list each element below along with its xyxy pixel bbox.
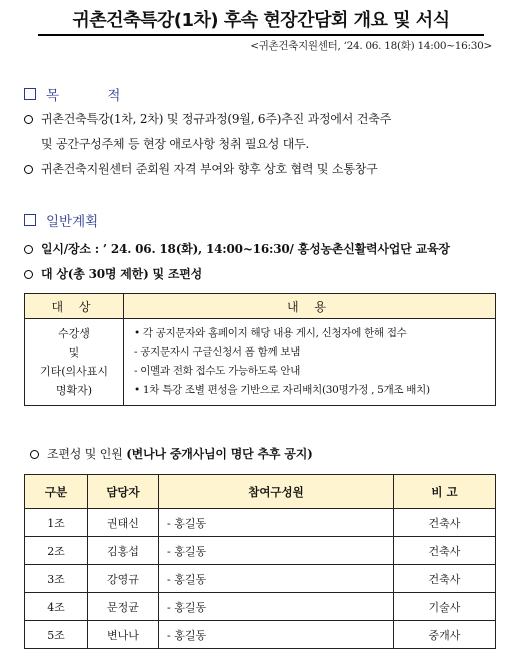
table-row: 4조 문정균 - 홍길동 기술사 (25, 593, 496, 621)
table-header-row (25, 475, 496, 509)
table-row: 2조 김홍섭 - 홍길동 건축사 (25, 537, 496, 565)
table-header: 대 상 (25, 294, 124, 319)
table-row: 1조 권태신 - 홍길동 건축사 (25, 509, 496, 537)
circle-bullet-icon (24, 115, 33, 124)
table-header: 비 고 (394, 475, 496, 509)
table-header: 참여구성원 (159, 475, 394, 509)
section-plan-heading: 일반계획 (24, 210, 98, 230)
group-label: 조편성 및 인원 (변나나 중개사님이 명단 추후 공지) (30, 445, 313, 462)
target-table (24, 293, 496, 406)
purpose-item-1: 귀촌건축특강(1차, 2차) 및 정규과정(9월, 6주)추진 과정에서 건축주 및 공간구성주체 등 현장 애로사항 청취 필요성 대두. (24, 110, 391, 152)
circle-bullet-icon (24, 270, 33, 279)
square-bullet-icon (24, 88, 36, 100)
table-header: 담당자 (88, 475, 159, 509)
plan-datetime: 일시/장소 : ’ 24. 06. 18(화), 14:00~16:30/ 홍성농촌신활력사업단 교육장 (24, 240, 450, 257)
document-title: 귀촌건축특강(1차) 후속 현장간담회 개요 및 서식 (38, 8, 484, 36)
square-bullet-icon (24, 214, 36, 226)
table-header: 내 용 (124, 294, 496, 319)
table-header: 구분 (25, 475, 88, 509)
target-cell: 수강생 및 기타(의사표시 명확자) (25, 319, 124, 406)
table-row (25, 319, 496, 406)
document-subtitle: <귀촌건축지원센터, ‘24. 06. 18(화) 14:00~16:30> (250, 40, 492, 52)
circle-bullet-icon (24, 165, 33, 174)
circle-bullet-icon (24, 245, 33, 254)
content-cell: • 각 공지문자와 홈페이지 해당 내용 게시, 신청자에 한해 접수 - 공지문자시 구글신청서 폼 함께 보냄 - 이멜과 전화 접수도 가능하도록 안내 • 1차 특강 조별 편성을 기반으로 자리배치(30명가정 , 5개조 배치) (124, 319, 496, 406)
section-purpose-heading: 목 적 (24, 84, 142, 104)
table-row: 3조 강영규 - 홍길동 건축사 (25, 565, 496, 593)
table-row: 5조 변나나 - 홍길동 중개사 (25, 621, 496, 649)
purpose-item-2: 귀촌건축지원센터 준회원 자격 부여와 향후 상호 협력 및 소통창구 (24, 160, 378, 177)
plan-target: 대 상(총 30명 제한) 및 조편성 (24, 265, 202, 282)
group-table (24, 474, 496, 649)
circle-bullet-icon (30, 450, 39, 459)
table-header-row (25, 294, 496, 319)
